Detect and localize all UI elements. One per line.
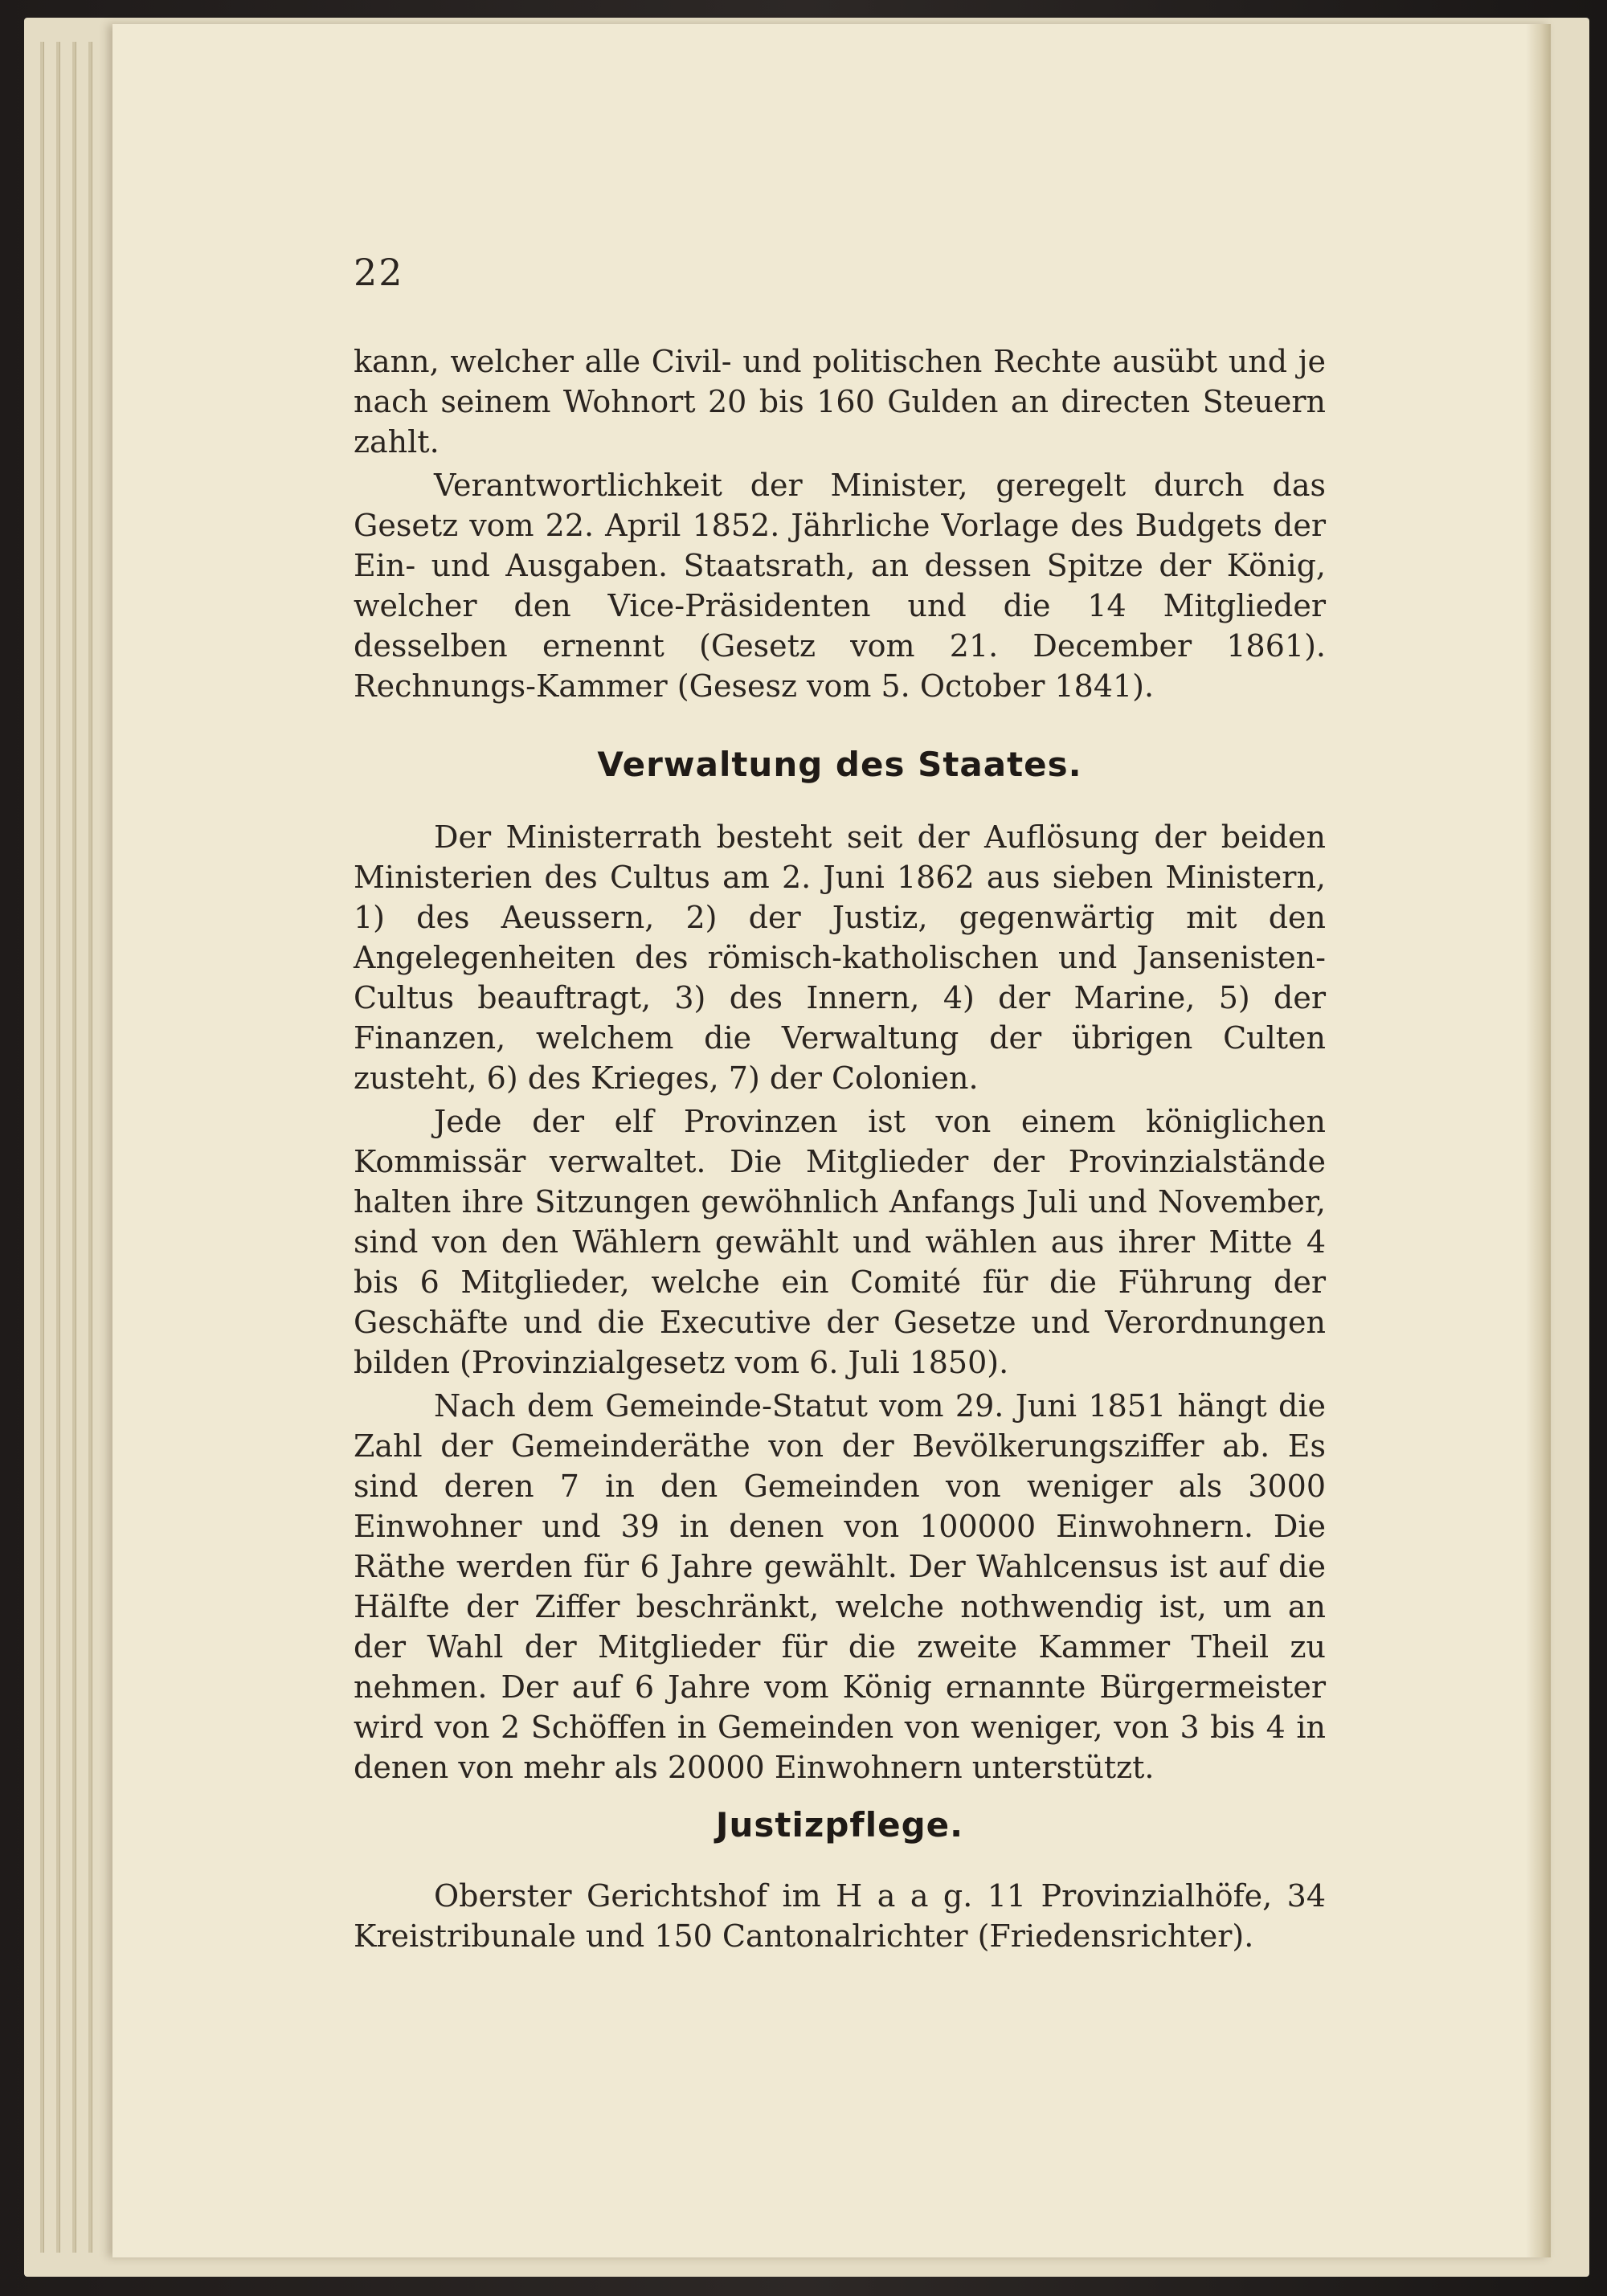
section-heading-verwaltung: Verwaltung des Staates.	[597, 745, 1082, 784]
paragraph: Verantwortlichkeit der Minister, geregelt durch das Gesetz vom 22. April 1852. Jährliche Vorlage des Budgets der Ein- und Ausgaben. Staatsrath, an dessen Spitze der König, welcher den Vice-Präsidenten und die 14 Mitglieder desselben ernennt (Gesetz vom 21. December 1861). Rechnungs-Kammer (Gesesz vom 5. October 1841).	[354, 468, 1326, 704]
page-edge	[72, 42, 76, 2253]
page-gutter	[1527, 24, 1551, 2257]
paragraph: kann, welcher alle Civil- und politischen Rechte ausübt und je nach seinem Wohnort 20 bis 160 Gulden an directen Steuern zahlt.	[354, 344, 1326, 460]
paragraph: Der Ministerrath besteht seit der Auflösung der beiden Ministerien des Cultus am 2. Juni 1862 aus sieben Ministern, 1) des Aeussern, 2) der Justiz, gegenwärtig mit den Angelegenheiten des römisch-katholischen und Jansenisten-Cultus beauftragt, 3) des Innern, 4) der Marine, 5) der Finanzen, welchem die Verwaltung der übrigen Culten zusteht, 6) des Krieges, 7) der Colonien.	[354, 819, 1326, 1096]
paragraph: Oberster Gerichtshof im H a a g. 11 Provinzialhöfe, 34 Kreistribunale und 150 Cantonalrichter (Friedensrichter).	[354, 1878, 1326, 1954]
paragraph: Nach dem Gemeinde-Statut vom 29. Juni 1851 hängt die Zahl der Gemeinderäthe von der Bevölkerungsziffer ab. Es sind deren 7 in den Gemeinden von weniger als 3000 Einwohner und 39 in denen von 100000 Einwohnern. Die Räthe werden für 6 Jahre gewählt. Der Wahlcensus ist auf die Hälfte der Ziffer beschränkt, welche nothwendig ist, um an der Wahl der Mitglieder für die zweite Kammer Theil zu nehmen. Der auf 6 Jahre vom König ernannte Bürgermeister wird von 2 Schöffen in Gemeinden von weniger, von 3 bis 4 in denen von mehr als 20000 Einwohnern unterstützt.	[354, 1388, 1326, 1785]
paragraph: Jede der elf Provinzen ist von einem königlichen Kommissär verwaltet. Die Mitglieder der Provinzialstände halten ihre Sitzungen gewöhnlich Anfangs Juli und November, sind von den Wählern gewählt und wählen aus ihrer Mitte 4 bis 6 Mitglieder, welche ein Comité für die Führung der Geschäfte und die Executive der Gesetze und Verordnungen bilden (Provinzialgesetz vom 6. Juli 1850).	[354, 1104, 1326, 1380]
page-edge	[40, 42, 44, 2253]
page-edge	[56, 42, 60, 2253]
body-text	[354, 341, 1326, 1956]
section-heading-justizpflege: Justizpflege.	[715, 1805, 964, 1845]
page-number: 22	[354, 251, 404, 294]
page-edge	[88, 42, 92, 2253]
